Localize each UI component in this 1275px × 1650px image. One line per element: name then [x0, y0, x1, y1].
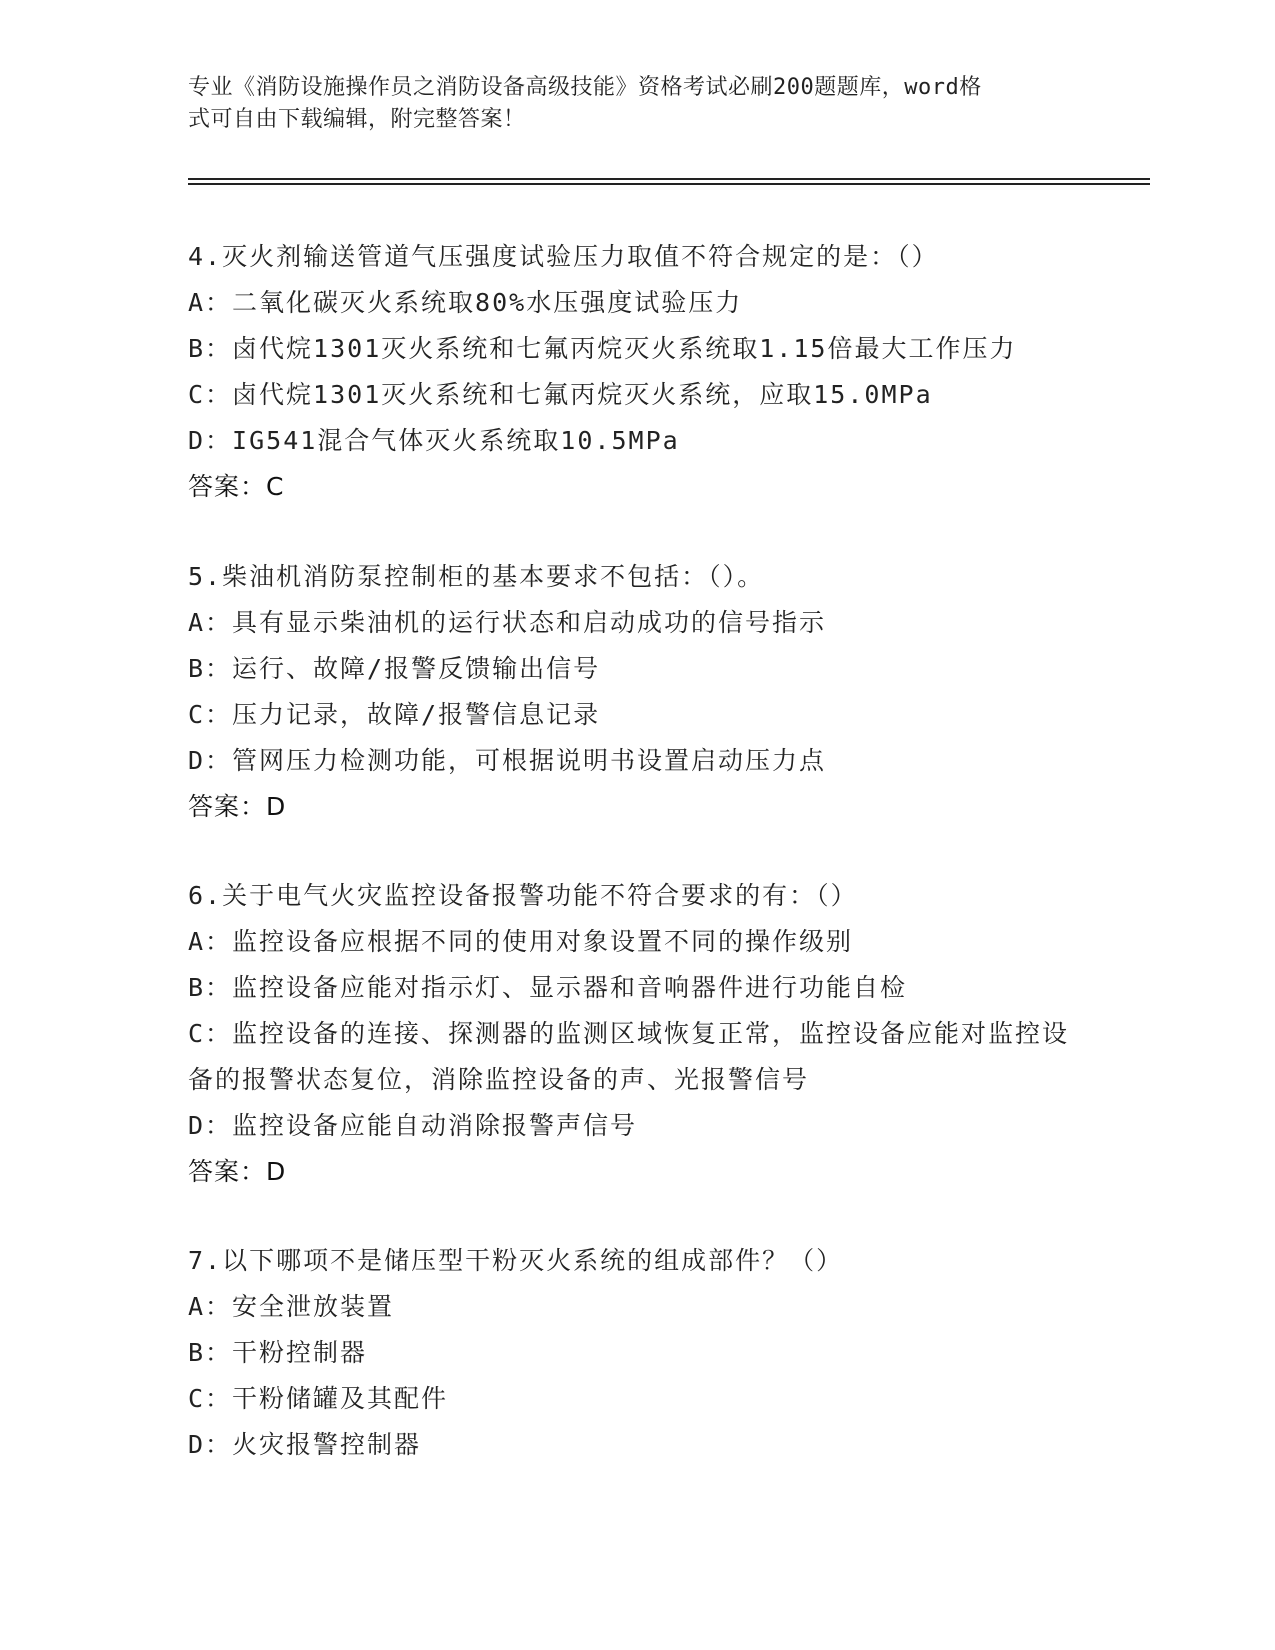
- option-c: C：监控设备的连接、探测器的监测区域恢复正常，监控设备应能对监控设备的报警状态复位，消除监控设备的声、光报警信号: [188, 1019, 1070, 1094]
- header-divider-bottom: [188, 183, 1150, 185]
- option-b: B：监控设备应能对指示灯、显示器和音响器件进行功能自检: [188, 973, 908, 1002]
- answer: 答案：D: [188, 792, 287, 821]
- option-b: B：干粉控制器: [188, 1338, 368, 1367]
- question-stem: 6.关于电气火灾监控设备报警功能不符合要求的有：（）: [188, 881, 858, 910]
- header-line-2: 式可自由下载编辑，附完整答案！: [188, 107, 526, 132]
- header-divider-top: [188, 178, 1150, 180]
- option-c: C：压力记录，故障/报警信息记录: [188, 700, 601, 729]
- document-header: [188, 72, 1088, 136]
- option-a: A：二氧化碳灭火系统取80%水压强度试验压力: [188, 288, 743, 317]
- answer: 答案：C: [188, 472, 285, 501]
- option-d: D：管网压力检测功能，可根据说明书设置启动压力点: [188, 746, 827, 775]
- question-stem: 7.以下哪项不是储压型干粉灭火系统的组成部件？（）: [188, 1246, 844, 1275]
- header-line-1: 专业《消防设施操作员之消防设备高级技能》资格考试必刷200题题库，word格: [188, 75, 982, 100]
- option-a: A：具有显示柴油机的运行状态和启动成功的信号指示: [188, 608, 827, 637]
- option-d: D：IG541混合气体灭火系统取10.5MPa: [188, 426, 680, 455]
- question-5: [188, 554, 1088, 830]
- question-4: [188, 234, 1088, 510]
- option-b: B：运行、故障/报警反馈输出信号: [188, 654, 601, 683]
- option-c: C：干粉储罐及其配件: [188, 1384, 449, 1413]
- question-6: [188, 873, 1088, 1195]
- option-a: A：安全泄放装置: [188, 1292, 395, 1321]
- option-d: D：监控设备应能自动消除报警声信号: [188, 1111, 638, 1140]
- question-stem: 4.灭火剂输送管道气压强度试验压力取值不符合规定的是：（）: [188, 242, 939, 271]
- option-a: A：监控设备应根据不同的使用对象设置不同的操作级别: [188, 927, 854, 956]
- option-c: C：卤代烷1301灭火系统和七氟丙烷灭火系统，应取15.0MPa: [188, 380, 933, 409]
- question-7: [188, 1238, 1088, 1468]
- question-stem: 5.柴油机消防泵控制柜的基本要求不包括：（）。: [188, 562, 765, 591]
- option-b: B：卤代烷1301灭火系统和七氟丙烷灭火系统取1.15倍最大工作压力: [188, 334, 1017, 363]
- answer: 答案：D: [188, 1157, 287, 1186]
- option-d: D：火灾报警控制器: [188, 1430, 422, 1459]
